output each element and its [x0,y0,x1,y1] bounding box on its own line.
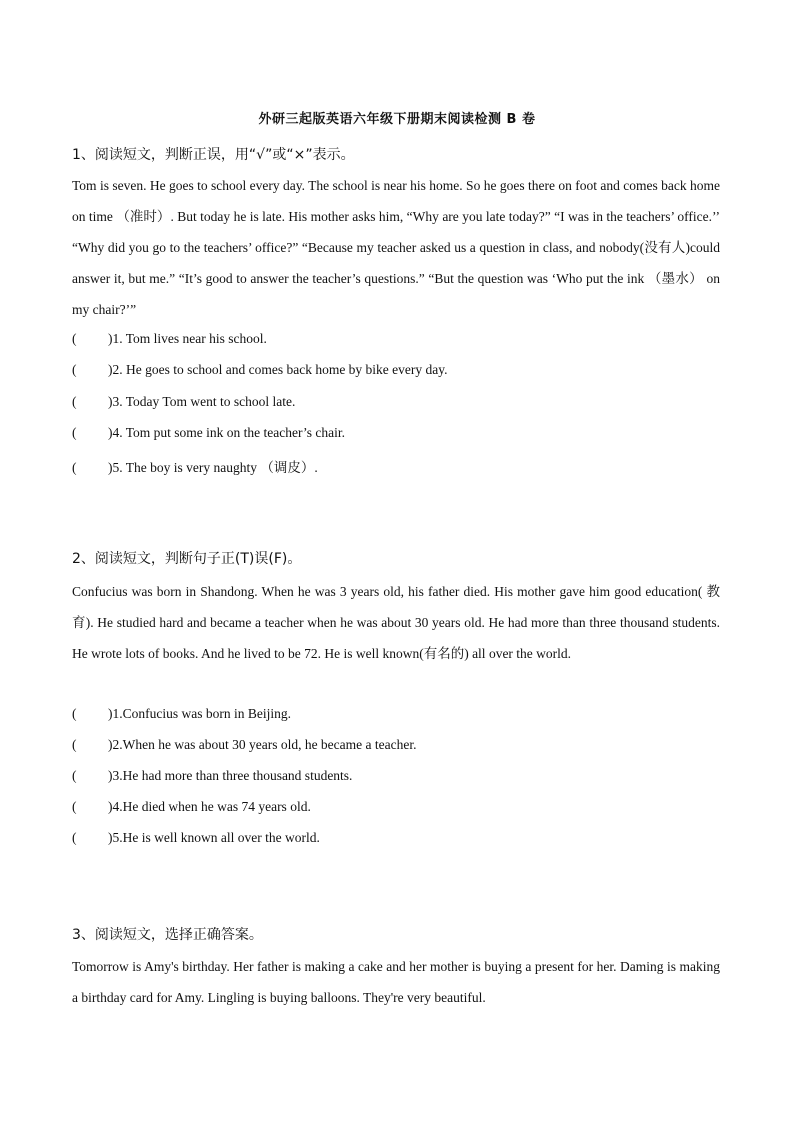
question-text: )5. The boy is very naughty （调皮）. [108,460,318,475]
section-1-heading: 1、阅读短文，判断正误，用“√”或“×”表示。 [72,147,355,163]
answer-paren: ( [72,768,77,783]
answer-paren: ( [72,394,77,409]
document-title: 外研三起版英语六年级下册期末阅读检测 B 卷 [258,112,536,127]
question-text: )4. Tom put some ink on the teacher’s chair. [108,425,346,440]
section-2-question-1 [72,706,720,726]
section-1-question-3 [72,394,720,414]
section-2-question-2 [72,737,720,757]
section-3-heading: 3、阅读短文，选择正确答案。 [72,927,263,943]
question-text: )2.When he was about 30 years old, he became a teacher. [108,737,417,752]
section-1-passage: Tom is seven. He goes to school every day. The school is near his home. So he goes there on foot and comes back home on time （准时）. But today he is late. His mother asks him, “Why are you late today?” “I was in the teachers’ office.’’ “Why did you go to the teachers’ office?” “Because my teacher asked us a question in class, and nobody(没有人)could answer it, but me.” “It’s good to answer the teacher’s questions.” “But the question was ‘Who put the ink （墨水） on my chair?’” [72,178,720,317]
answer-paren: ( [72,362,77,377]
section-1-question-1 [72,331,720,351]
question-text: )4.He died when he was 74 years old. [108,799,311,814]
question-text: )3. Today Tom went to school late. [108,394,296,409]
section-2-heading: 2、阅读短文，判断句子正(T)误(F)。 [72,551,302,567]
section-1-question-4 [72,425,720,445]
question-text: )2. He goes to school and comes back home by bike every day. [108,362,448,377]
answer-paren: ( [72,460,77,475]
section-3-passage: Tomorrow is Amy's birthday. Her father is making a cake and her mother is buying a present for her. Daming is making a birthday card for Amy. Lingling is buying balloons. They're very beautiful. [72,959,720,1005]
question-text: )1. Tom lives near his school. [108,331,267,346]
question-text: )1.Confucius was born in Beijing. [108,706,291,721]
answer-paren: ( [72,799,77,814]
answer-paren: ( [72,425,77,440]
section-1-question-5 [72,456,720,476]
section-2-passage: Confucius was born in Shandong. When he was 3 years old, his father died. His mother gave him good education( 教育). He studied hard and became a teacher when he was about 30 years old. He had more than three thousand students. He wrote lots of books. And he lived to be 72. He is well known(有名的) all over the world. [72,584,720,661]
section-2-question-3 [72,768,720,788]
answer-paren: ( [72,830,77,845]
section-2-question-4 [72,799,720,819]
answer-paren: ( [72,737,77,752]
question-text: )5.He is well known all over the world. [108,830,320,845]
answer-paren: ( [72,706,77,721]
question-text: )3.He had more than three thousand students. [108,768,353,783]
section-2-question-5 [72,830,720,850]
answer-paren: ( [72,331,77,346]
section-1-question-2 [72,362,720,382]
